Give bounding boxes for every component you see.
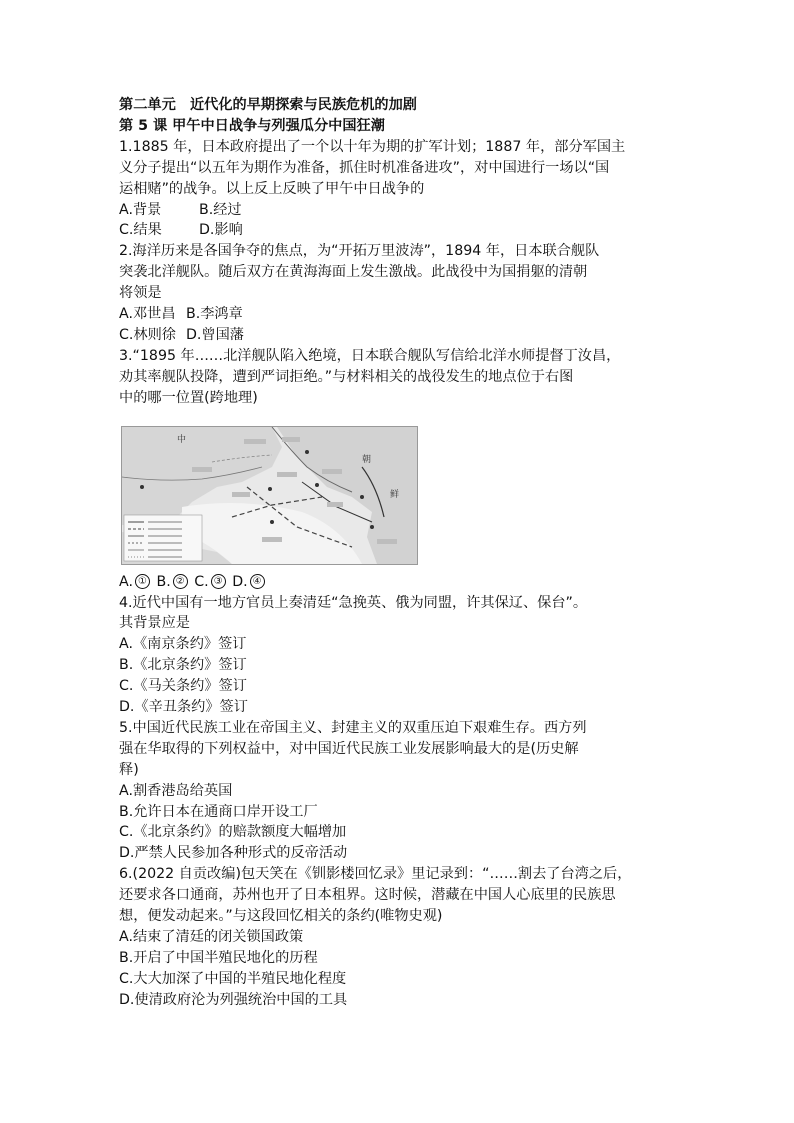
question-2	[119, 241, 679, 346]
question-3-line: 中的哪一位置(跨地理)	[119, 389, 258, 406]
option-b-letter: B.	[156, 573, 171, 590]
circled-number-1: ①	[135, 574, 150, 589]
option-a-letter: A.	[119, 573, 133, 590]
option-a[interactable]: A.背景	[119, 201, 162, 218]
option-a[interactable]: A.邓世昌	[119, 306, 176, 323]
option-d[interactable]: D.影响	[199, 222, 243, 239]
question-6	[119, 864, 679, 1010]
option-b[interactable]: B.《北京条约》签订	[119, 657, 247, 674]
question-1-options-cd	[119, 220, 679, 241]
question-2-line: 2.海洋历来是各国争夺的焦点，为“开拓万里波涛”，1894 年，日本联合舰队	[119, 243, 600, 260]
question-4	[119, 593, 679, 718]
question-3-line: 劝其率舰队投降，遭到严词拒绝。”与材料相关的战役发生的地点位于右图	[119, 368, 574, 385]
question-2-line: 突袭北洋舰队。随后双方在黄海海面上发生激战。此战役中为国捐躯的清朝	[119, 264, 588, 281]
question-5	[119, 718, 679, 864]
option-d[interactable]: D.曾国藩	[186, 326, 244, 343]
option-c[interactable]: C.《马关条约》签订	[119, 678, 247, 695]
question-6-line: 6.(2022 自贡改编)包天笑在《钏影楼回忆录》里记录到：“……割去了台湾之后，	[119, 866, 632, 883]
option-c[interactable]: C.《北京条约》的赔款额度大幅增加	[119, 824, 347, 841]
unit-title: 第二单元 近代化的早期探索与民族危机的加剧	[119, 97, 417, 113]
map-label-xian: 鲜	[390, 489, 400, 500]
option-a[interactable]: A.《南京条约》签订	[119, 636, 247, 653]
option-b[interactable]: B.经过	[199, 201, 242, 218]
option-a[interactable]: A.结束了清廷的闭关锁国政策	[119, 929, 304, 945]
option-d[interactable]: D.《辛丑条约》签订	[119, 699, 248, 716]
option-c[interactable]	[194, 572, 227, 593]
map-label-chao: 朝	[362, 454, 372, 465]
question-5-line: 释)	[119, 761, 139, 778]
option-b[interactable]	[156, 572, 189, 593]
question-6-line: 想，便发动起来。”与这段回忆相关的条约(唯物史观)	[119, 908, 443, 925]
option-b[interactable]: B.李鸿章	[186, 306, 243, 323]
question-1	[119, 137, 679, 242]
question-2-options-cd	[119, 325, 679, 346]
question-5-line: 5.中国近代民族工业在帝国主义、封建主义的双重压迫下艰难生存。西方列	[119, 719, 587, 736]
question-2-options-ab	[119, 304, 679, 325]
option-c[interactable]: C.大大加深了中国的半殖民地化程度	[119, 970, 347, 987]
map-label-zhong: 中	[177, 434, 187, 445]
question-3	[119, 346, 679, 593]
circled-number-2: ②	[173, 574, 188, 589]
option-c[interactable]: C.林则徐	[119, 326, 176, 343]
option-c-letter: C.	[194, 573, 209, 590]
option-a[interactable]: A.割香港岛给英国	[119, 782, 233, 799]
option-b[interactable]: B.开启了中国半殖民地化的历程	[119, 949, 318, 966]
option-a[interactable]	[119, 572, 152, 593]
question-3-options	[119, 572, 679, 593]
worksheet	[119, 95, 679, 1011]
question-1-line: 1.1885 年，日本政府提出了一个以十年为期的扩军计划；1887 年，部分军国主	[119, 138, 626, 155]
lesson-title: 第 5 课 甲午中日战争与列强瓜分中国狂潮	[119, 117, 385, 134]
option-c[interactable]: C.结果	[119, 222, 162, 239]
option-d[interactable]: D.使清政府沦为列强统治中国的工具	[119, 991, 348, 1008]
option-b[interactable]: B.允许日本在通商口岸开设工厂	[119, 803, 318, 820]
sino-japanese-war-map	[121, 426, 418, 565]
circled-number-3: ③	[211, 574, 226, 589]
question-1-line: 运相赌”的战争。以上反上反映了甲午中日战争的	[119, 180, 425, 197]
question-5-line: 强在华取得的下列权益中，对中国近代民族工业发展影响最大的是(历史解	[119, 740, 579, 757]
question-4-line: 4.近代中国有一地方官员上奏清廷“急挽英、俄为同盟，许其保辽、保台”。	[119, 594, 588, 611]
question-6-line: 还要求各口通商，苏州也开了日本租界。这时候，潜藏在中国人心底里的民族思	[119, 887, 616, 904]
option-d[interactable]	[232, 572, 266, 593]
option-d-letter: D.	[232, 573, 248, 590]
question-4-line: 其背景应是	[119, 615, 190, 632]
map-drawing	[122, 427, 417, 564]
circled-number-4: ④	[250, 574, 265, 589]
question-1-options-ab	[119, 200, 679, 221]
question-3-line: 3.“1895 年……北洋舰队陷入绝境，日本联合舰队写信给北洋水师提督丁汝昌，	[119, 347, 621, 364]
question-1-line: 义分子提出“以五年为期作为准备，抓住时机准备进攻”，对中国进行一场以“国	[119, 159, 610, 176]
option-d[interactable]: D.严禁人民参加各种形式的反帝活动	[119, 845, 348, 862]
question-2-line: 将领是	[119, 285, 162, 302]
